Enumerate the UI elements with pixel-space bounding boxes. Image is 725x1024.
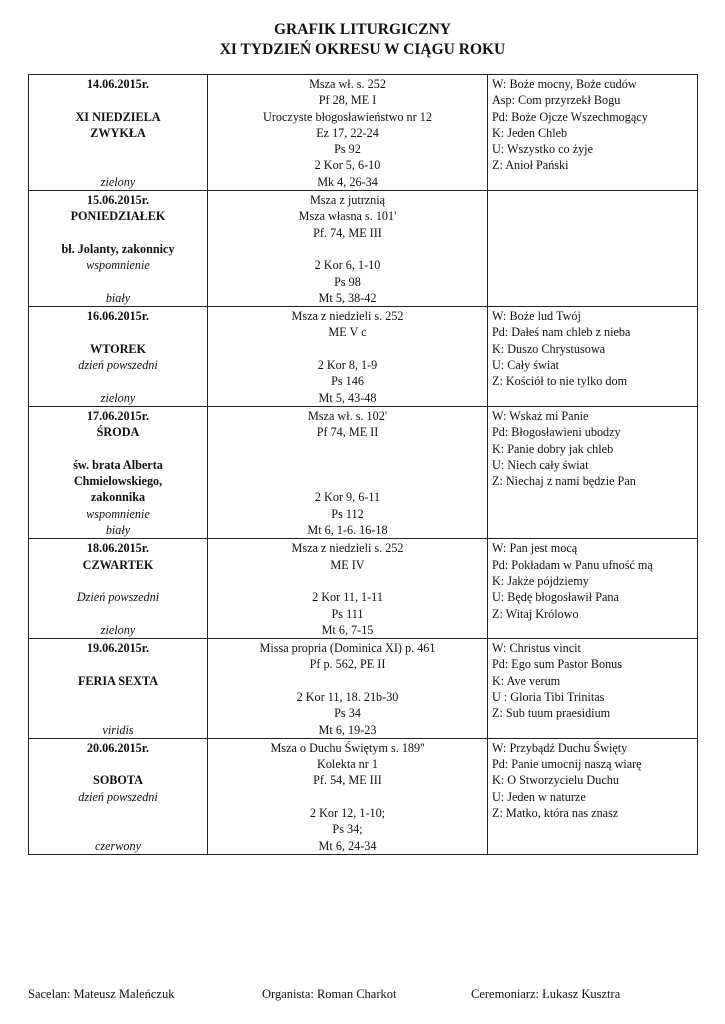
song-line: Z: Matko, która nas znasz (492, 806, 619, 821)
day-info-line: wspomnienie (86, 506, 150, 521)
songs-cell (488, 738, 698, 854)
mass-info-cell (208, 639, 488, 739)
day-info-cell (29, 191, 208, 307)
schedule-row (29, 307, 698, 407)
schedule-rows (29, 75, 698, 855)
mass-info-line: Ps 98 (334, 274, 361, 289)
mass-info-line: Mk 4, 26-34 (317, 174, 378, 189)
schedule-row (29, 639, 698, 739)
day-info-line: CZWARTEK (82, 557, 154, 572)
day-info-line: biały (105, 290, 131, 305)
mass-info-line: Msza o Duchu Świętym s. 189'' (270, 740, 425, 755)
song-line: Pd: Panie umocnij naszą wiarę (492, 757, 642, 772)
day-info-line (33, 225, 203, 241)
schedule-row (29, 75, 698, 191)
mass-info-line: Ps 146 (331, 374, 364, 389)
songs-cell (488, 406, 698, 538)
mass-info-line: Ps 34 (334, 706, 361, 721)
mass-info-line: Mt 6, 7-15 (321, 622, 374, 637)
mass-info-line: Pf 28, ME I (318, 93, 377, 108)
mass-info-line: 2 Kor 9, 6-11 (314, 490, 381, 505)
mass-info-line: 2 Kor 5, 6-10 (314, 158, 381, 173)
day-info-cell (29, 738, 208, 854)
day-info-line (33, 689, 203, 705)
song-line: W: Przybądź Duchu Święty (492, 740, 628, 755)
title-line-2: XI TYDZIEŃ OKRESU W CIĄGU ROKU (219, 41, 506, 58)
day-info-line: czerwony (94, 838, 142, 853)
page-title (0, 20, 725, 60)
mass-info-line: Mt 6, 1-6. 16-18 (307, 523, 388, 538)
day-info-cell (29, 639, 208, 739)
song-line: U: Będę błogosławił Pana (492, 590, 619, 605)
footer-ceremoniarz: Ceremoniarz: Łukasz Kusztra (471, 987, 621, 1001)
day-info-line: 19.06.2015r. (86, 641, 150, 656)
day-info-line: Dzień powszedni (76, 590, 160, 605)
day-info-line: dzień powszedni (78, 358, 158, 373)
song-line: Asp: Com przyrzekł Bogu (492, 93, 621, 108)
mass-info-line: 2 Kor 12, 1-10; (309, 806, 386, 821)
day-info-line: 18.06.2015r. (86, 541, 150, 556)
song-line: W: Pan jest mocą (492, 541, 578, 556)
mass-info-line: ME IV (330, 557, 365, 572)
day-info-line: biały (105, 523, 131, 538)
mass-info-line (212, 789, 483, 805)
day-info-cell (29, 75, 208, 191)
song-line: K: Panie dobry jak chleb (492, 441, 614, 456)
day-info-line (33, 157, 203, 173)
day-info-line: zielony (100, 174, 136, 189)
day-info-line (33, 92, 203, 108)
day-info-line (33, 373, 203, 389)
mass-info-line: Mt 5, 43-48 (318, 390, 377, 405)
mass-info-line (212, 457, 483, 473)
song-line: Z: Kościół to nie tylko dom (492, 374, 628, 389)
day-info-line: 20.06.2015r. (86, 740, 150, 755)
song-line: W: Christus vincit (492, 641, 581, 656)
day-info-line (33, 756, 203, 772)
mass-info-line: Mt 6, 19-23 (318, 722, 377, 737)
mass-info-line: 2 Kor 6, 1-10 (314, 258, 381, 273)
mass-info-line (212, 241, 483, 257)
day-info-line (33, 441, 203, 457)
mass-info-line: Ps 112 (331, 506, 364, 521)
song-line: Z: Niechaj z nami będzie Pan (492, 474, 636, 489)
day-info-line: wspomnienie (86, 258, 150, 273)
day-info-line: 15.06.2015r. (86, 193, 150, 208)
day-info-line: bł. Jolanty, zakonnicy (61, 241, 175, 256)
song-line: U: Jeden w naturze (492, 789, 586, 804)
song-line: Pd: Pokładam w Panu ufność mą (492, 557, 653, 572)
mass-info-line: Missa propria (Dominica XI) p. 461 (259, 641, 436, 656)
mass-info-line: Msza z niedzieli s. 252 (291, 541, 404, 556)
day-info-line: 14.06.2015r. (86, 77, 150, 91)
day-info-line (33, 573, 203, 589)
mass-info-line (212, 573, 483, 589)
song-line: Pd: Błogosławieni ubodzy (492, 425, 621, 440)
mass-info-line (212, 341, 483, 357)
schedule-row (29, 738, 698, 854)
songs-cell (488, 307, 698, 407)
day-info-line: SOBOTA (93, 773, 143, 788)
mass-info-cell (208, 539, 488, 639)
day-info-line: zielony (100, 390, 136, 405)
song-line: Z: Witaj Królowo (492, 606, 579, 621)
mass-info-line: Msza wł. s. 102' (307, 408, 388, 423)
mass-info-line: Pf. 54, ME III (313, 773, 382, 788)
songs-cell (488, 75, 698, 191)
song-line: Z: Sub tuum praesidium (492, 706, 611, 721)
mass-info-line: Mt 5, 38-42 (318, 290, 377, 305)
mass-info-line: Msza wł. s. 252 (309, 77, 386, 91)
song-line: U: Wszystko co żyje (492, 142, 593, 157)
song-line: W: Boże mocny, Boże cudów (492, 77, 637, 91)
mass-info-line: Msza z jutrznią (309, 193, 386, 208)
mass-info-line: Pf. 74, ME III (313, 225, 382, 240)
day-info-line (33, 324, 203, 340)
song-line: K: Jeden Chleb (492, 125, 568, 140)
mass-info-line (212, 473, 483, 489)
day-info-cell (29, 406, 208, 538)
day-info-line: viridis (102, 722, 134, 737)
day-info-line (33, 274, 203, 290)
footer-celebrant: Sacelan: Mateusz Maleńczuk (28, 987, 175, 1001)
song-line: K: Jakże pójdziemy (492, 573, 589, 588)
song-line: U: Cały świat (492, 358, 560, 373)
day-info-line (33, 705, 203, 721)
schedule-table (28, 74, 698, 855)
mass-info-line (212, 441, 483, 457)
footer-organist: Organista: Roman Charkot (262, 987, 397, 1001)
mass-info-line: Pf p. 562, PE II (309, 657, 386, 672)
songs-cell (488, 639, 698, 739)
mass-info-line (212, 673, 483, 689)
song-line: K: O Stworzycielu Duchu (492, 773, 619, 788)
day-info-line (33, 656, 203, 672)
day-info-line: dzień powszedni (78, 789, 158, 804)
mass-info-line: Uroczyste błogosławieństwo nr 12 (263, 109, 432, 124)
day-info-line: ZWYKŁA (90, 125, 146, 140)
day-info-line: zielony (100, 622, 136, 637)
song-line: Pd: Dałeś nam chleb z nieba (492, 325, 631, 340)
mass-info-line: Ps 111 (331, 606, 364, 621)
song-line: Pd: Ego sum Pastor Bonus (492, 657, 623, 672)
song-line: Pd: Boże Ojcze Wszechmogący (492, 109, 648, 124)
song-line: Z: Anioł Pański (492, 158, 569, 173)
mass-info-line: Ez 17, 22-24 (316, 125, 379, 140)
schedule-row (29, 539, 698, 639)
day-info-line (33, 821, 203, 837)
mass-info-line: 2 Kor 11, 18. 21b-30 (296, 689, 399, 704)
day-info-cell (29, 539, 208, 639)
day-info-line: FERIA SEXTA (77, 673, 159, 688)
mass-info-line: Pf 74, ME II (316, 425, 379, 440)
mass-info-line: Msza własna s. 101' (298, 209, 397, 224)
day-info-line: WTOREK (90, 341, 146, 356)
mass-info-line: Ps 92 (334, 142, 361, 157)
day-info-line (33, 606, 203, 622)
mass-info-line: Kolekta nr 1 (317, 757, 378, 772)
mass-info-line: 2 Kor 11, 1-11 (312, 590, 383, 605)
day-info-line: 16.06.2015r. (86, 309, 150, 324)
mass-info-cell (208, 307, 488, 407)
day-info-line: 17.06.2015r. (86, 408, 150, 423)
mass-info-line: Ps 34; (332, 822, 363, 837)
day-info-line (33, 805, 203, 821)
mass-info-cell (208, 75, 488, 191)
song-line: W: Boże lud Twój (492, 309, 581, 324)
mass-info-line: ME V c (328, 325, 367, 340)
schedule-row (29, 191, 698, 307)
day-info-line: Chmielowskiego, (73, 474, 163, 489)
songs-cell (488, 191, 698, 307)
mass-info-line: 2 Kor 8, 1-9 (317, 358, 378, 373)
day-info-cell (29, 307, 208, 407)
mass-info-cell (208, 738, 488, 854)
day-info-line: św. brata Alberta (73, 457, 163, 472)
song-line: U: Niech cały świat (492, 457, 589, 472)
day-info-line: ŚRODA (96, 425, 140, 440)
song-line: K: Ave verum (492, 673, 561, 688)
day-info-line: PONIEDZIAŁEK (70, 209, 166, 224)
mass-info-line: Msza z niedzieli s. 252 (291, 309, 404, 324)
schedule-row (29, 406, 698, 538)
mass-info-cell (208, 191, 488, 307)
day-info-line: XI NIEDZIELA (75, 109, 161, 124)
mass-info-line: Mt 6, 24-34 (318, 838, 377, 853)
song-line: W: Wskaż mi Panie (492, 408, 589, 423)
title-line-1: GRAFIK LITURGICZNY (274, 21, 451, 38)
mass-info-cell (208, 406, 488, 538)
song-line: U : Gloria Tibi Trinitas (492, 689, 605, 704)
songs-cell (488, 539, 698, 639)
song-line: K: Duszo Chrystusowa (492, 341, 606, 356)
day-info-line: zakonnika (90, 490, 146, 505)
day-info-line (33, 141, 203, 157)
